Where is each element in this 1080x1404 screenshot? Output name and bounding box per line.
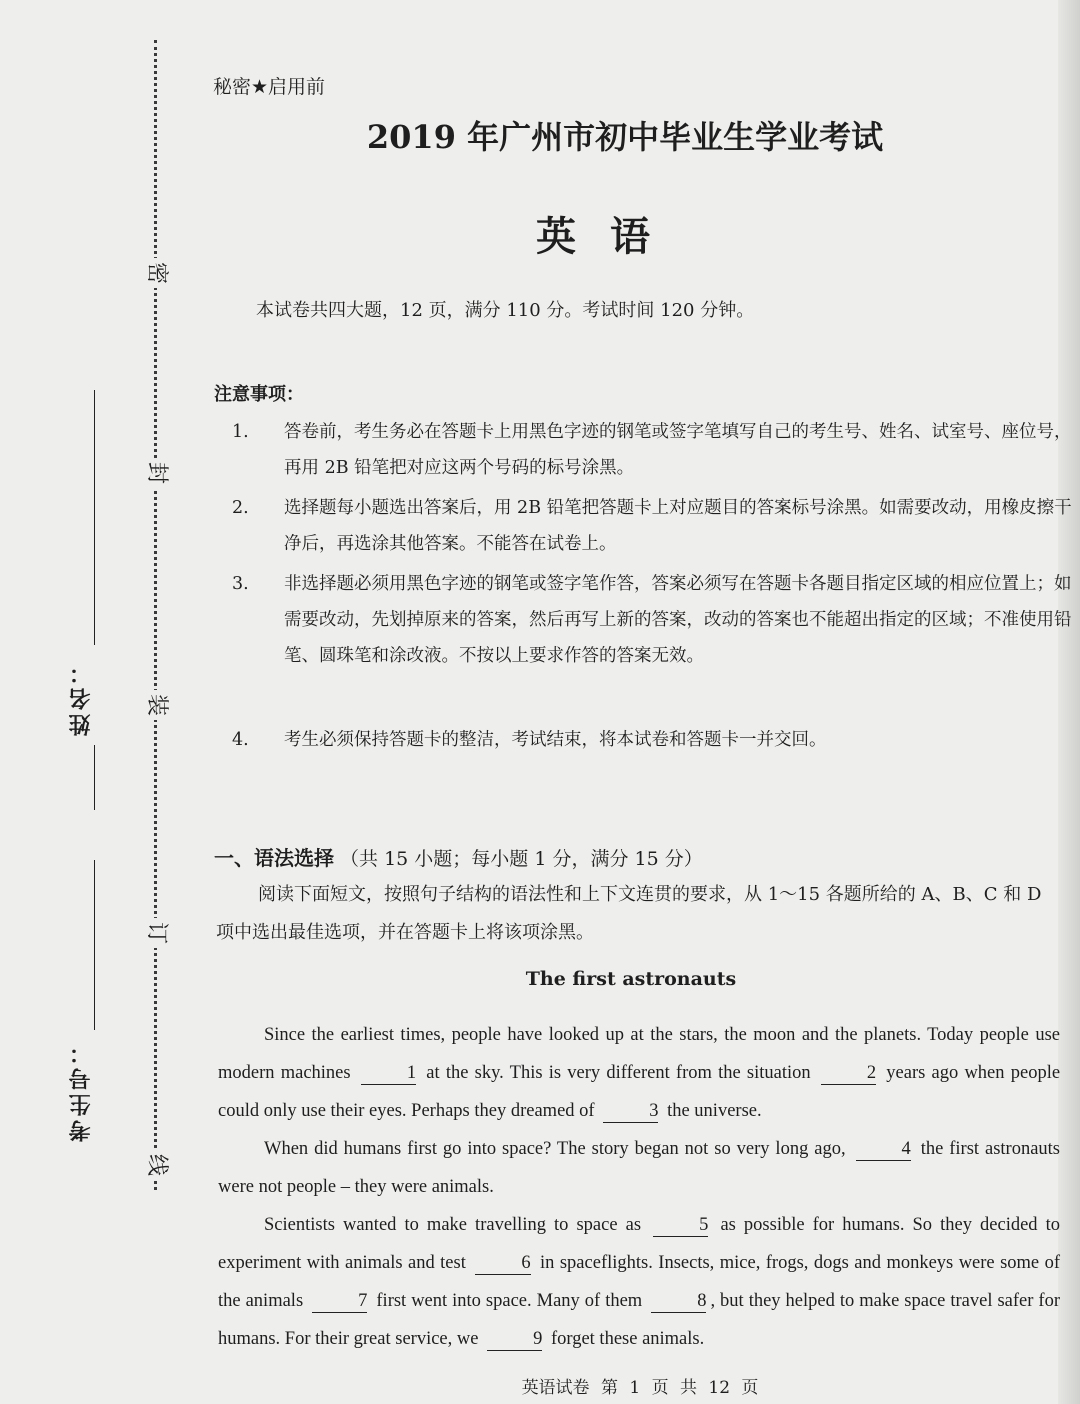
- blank-3: 3: [603, 1100, 658, 1123]
- exam-title: 2019 年广州市初中毕业生学业考试: [366, 118, 884, 156]
- notice-item: [232, 722, 1080, 758]
- passage-text: , but they helped to make space travel safer for humans. For their great service, we: [218, 1291, 1060, 1349]
- notice-heading: 注意事项：: [214, 384, 304, 405]
- blank-8: 8: [651, 1290, 706, 1313]
- id-label: 考生号：: [69, 1038, 94, 1142]
- name-line-upper: [94, 390, 95, 645]
- notice-num: 4.: [232, 730, 249, 750]
- binding-char-bind: 装: [141, 690, 171, 720]
- notice-text: 答卷前，考生务必在答题卡上用黑色字迹的钢笔或签字笔填写自己的考生号、姓名、试室号、座位号，再用 2B 铅笔把对应这两个号码的标号涂黑。: [284, 422, 1072, 478]
- notice-text: 非选择题必须用黑色字迹的钢笔或签字笔作答，答案必须写在答题卡各题目指定区域的相应位置上；如需要改动，先划掉原来的答案，然后再写上新的答案，改动的答案也不能超出指定的区域；不准使用铅笔、圆珠笔和涂改液。不按以上要求作答的答案无效。: [284, 574, 1072, 666]
- name-line-lower: [94, 745, 95, 810]
- notice-num: 3.: [232, 574, 249, 594]
- page-footer: 英语试卷 第 1 页 共 12 页: [521, 1378, 759, 1398]
- notice-num: 2.: [232, 498, 249, 518]
- passage-text: forget these animals.: [550, 1329, 705, 1349]
- blank-4: 4: [856, 1138, 911, 1161]
- notice-item: [232, 414, 1080, 486]
- passage-paragraph-3: [218, 1206, 1060, 1358]
- notice-text: 考生必须保持答题卡的整洁，考试结束，将本试卷和答题卡一并交回。: [284, 730, 827, 750]
- passage-text: years ago when people could only use their eyes. Perhaps they dreamed of: [218, 1063, 1061, 1121]
- blank-9: 9: [487, 1328, 542, 1351]
- passage-text: When did humans first go into space? The story began not so very long ago,: [264, 1139, 846, 1159]
- passage-text: the first astronauts were not people – they were animals.: [218, 1139, 1060, 1197]
- passage-text: in spaceflights. Insects, mice, frogs, dogs and monkeys were some of the animals: [218, 1253, 1060, 1311]
- blank-6: 6: [475, 1252, 530, 1275]
- passage-paragraph-2: [218, 1130, 1060, 1206]
- blank-2: 2: [821, 1062, 876, 1085]
- passage-text: Scientists wanted to make travelling to space as: [264, 1215, 642, 1235]
- section-title: 一、语法选择: [214, 846, 334, 870]
- name-label: 姓名：: [69, 658, 94, 736]
- passage-text: first went into space. Many of them: [376, 1291, 643, 1311]
- notice-num: 1.: [232, 422, 249, 442]
- notice-text: 选择题每小题选出答案后，用 2B 铅笔把答题卡上对应题目的答案标号涂黑。如需要改动，用橡皮擦干净后，再选涂其他答案。不能答在试卷上。: [284, 498, 1072, 554]
- id-line: [94, 860, 95, 1030]
- section-instruction: 阅读下面短文，按照句子结构的语法性和上下文连贯的要求，从 1～15 各题所给的 A、B、C 和 D 项中选出最佳选项，并在答题卡上将该项涂黑。: [216, 884, 1042, 943]
- binding-char-staple: 订: [141, 918, 171, 948]
- notice-item: [232, 566, 1080, 674]
- intro-text: 本试卷共四大题，12 页，满分 110 分。考试时间 120 分钟。: [256, 300, 755, 321]
- section-heading: [214, 842, 703, 871]
- passage-text: Since the earliest times, people have looked up at the stars, the moon and the planets. Today people use modern machines: [218, 1025, 1060, 1083]
- passage-text: the universe.: [667, 1101, 762, 1121]
- blank-7: 7: [312, 1290, 367, 1313]
- passage-text: as possible for humans. So they decided to experiment with animals and test: [218, 1215, 1061, 1273]
- passage-text: at the sky. This is very different from the situation: [426, 1063, 811, 1083]
- passage-paragraph-1: [218, 1016, 1060, 1130]
- binding-char-envelope: 封: [141, 458, 171, 488]
- blank-5: 5: [653, 1214, 708, 1237]
- secret-mark: 秘密★启用前: [213, 76, 326, 98]
- blank-1: 1: [361, 1062, 416, 1085]
- section-meta: （共 15 小题；每小题 1 分，满分 15 分）: [340, 848, 703, 870]
- notice-item: [232, 490, 1080, 562]
- binding-char-line: 线: [141, 1150, 171, 1180]
- binding-char-seal: 密: [141, 258, 171, 288]
- passage-title: The first astronauts: [525, 968, 737, 990]
- student-id-field: [66, 860, 106, 1160]
- name-field: [66, 390, 106, 810]
- subject-title: 英语: [536, 213, 684, 260]
